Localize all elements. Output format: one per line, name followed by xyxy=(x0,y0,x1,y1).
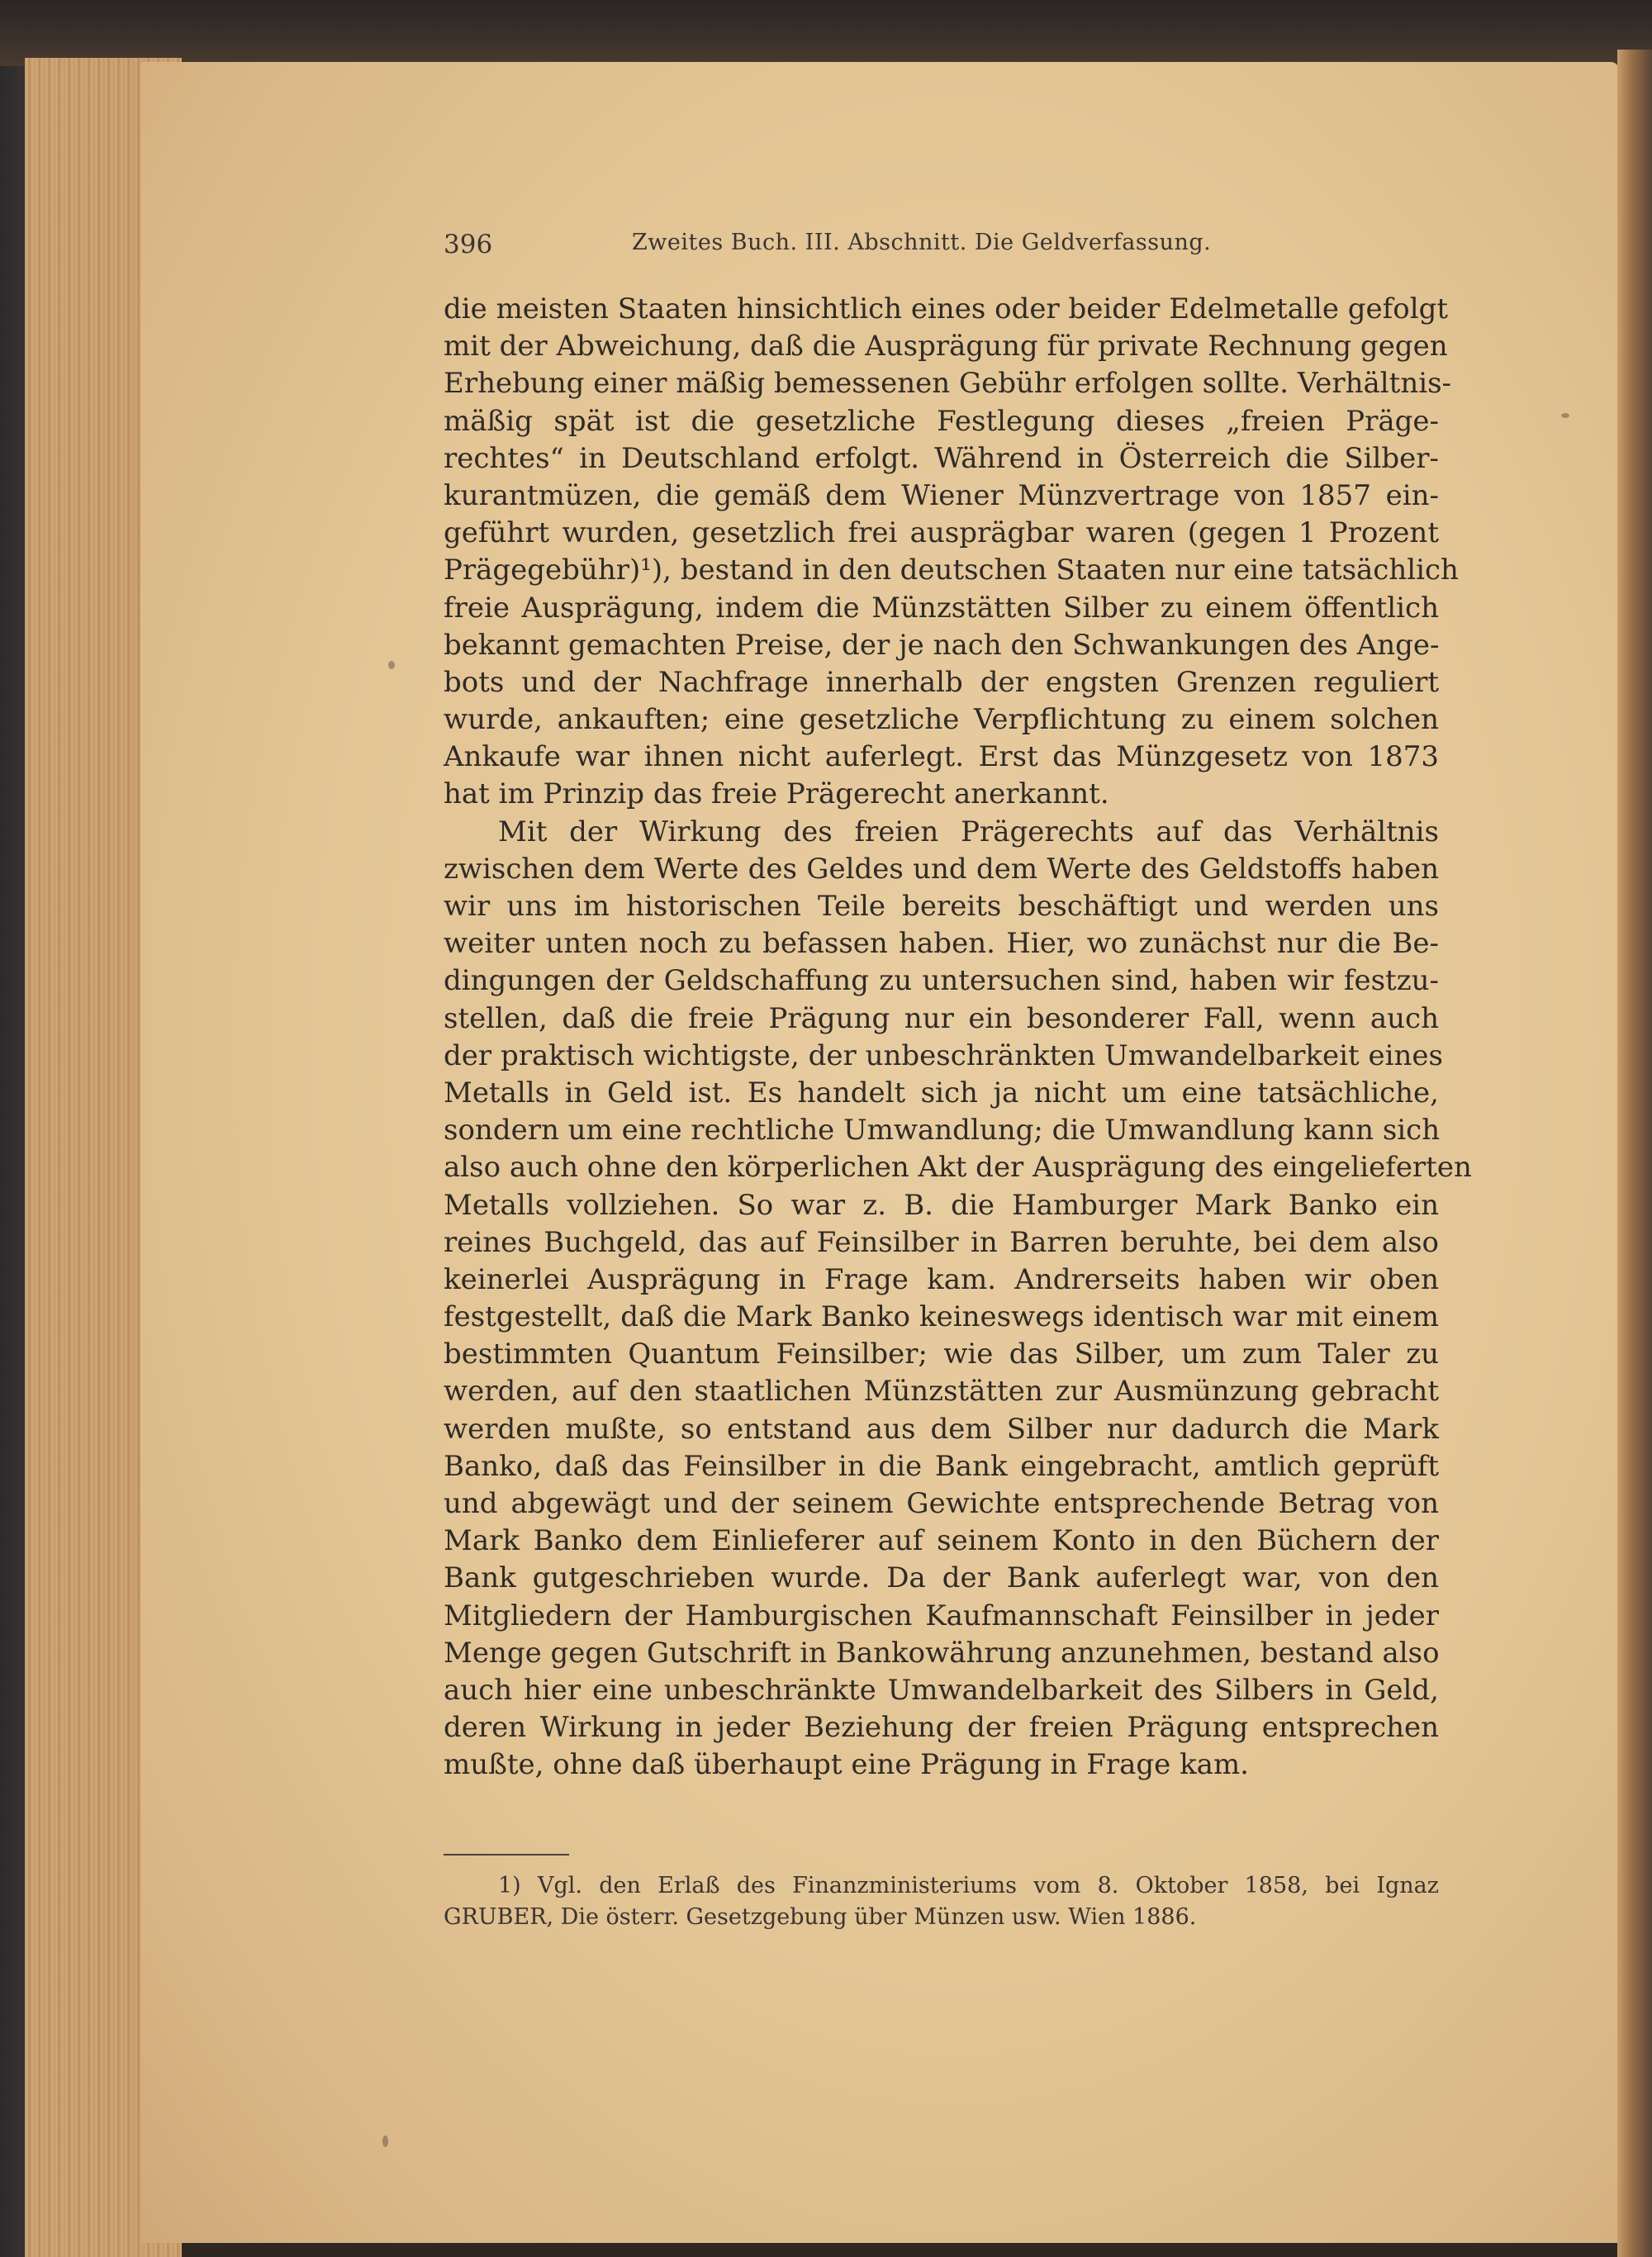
text-line: werden mußte, so entstand aus dem Silber nur dadurch die Mark xyxy=(444,1412,1439,1446)
text-line: freie Ausprägung, indem die Münzstätten Silber zu einem öffentlich xyxy=(444,591,1439,625)
text-line: kurantmüzen, die gemäß dem Wiener Münzvertrage von 1857 ein- xyxy=(444,478,1439,512)
page-header xyxy=(444,230,1439,271)
text-line: bekannt gemachten Preise, der je nach den Schwankungen des Ange- xyxy=(444,628,1440,662)
text-line: Menge gegen Gutschrift in Bankowährung anzunehmen, bestand also xyxy=(444,1636,1440,1670)
text-line: Metalls in Geld ist. Es handelt sich ja nicht um eine tatsächliche, xyxy=(444,1076,1439,1109)
text-line: deren Wirkung in jeder Beziehung der freien Prägung entsprechen xyxy=(444,1711,1439,1745)
text-line: keinerlei Ausprägung in Frage kam. Andrerseits haben wir oben xyxy=(444,1262,1439,1296)
footnote-rule xyxy=(444,1854,569,1855)
text-line: Banko, daß das Feinsilber in die Bank eingebracht, amtlich geprüft xyxy=(444,1449,1439,1483)
text-line: mit der Abweichung, daß die Ausprägung für private Rechnung gegen xyxy=(444,330,1448,363)
footnote-line: 1) Vgl. den Erlaß des Finanzministeriums vom 8. Oktober 1858, bei Ignaz xyxy=(498,1873,1439,1898)
text-line: Prägegebühr)¹), bestand in den deutschen Staaten nur eine tatsächlich xyxy=(444,554,1459,587)
text-line: mäßig spät ist die gesetzliche Festlegung dieses „freien Präge- xyxy=(444,404,1439,438)
text-line: geführt wurden, gesetzlich frei ausprägbar waren (gegen 1 Prozent xyxy=(444,516,1439,550)
footnote-line: GRUBER, Die österr. Gesetzgebung über Münzen usw. Wien 1886. xyxy=(444,1904,1197,1930)
text-line: die meisten Staaten hinsichtlich eines oder beider Edelmetalle gefolgt xyxy=(444,292,1448,325)
text-line: auch hier eine unbeschränkte Umwandelbarkeit des Silbers in Geld, xyxy=(444,1673,1439,1707)
text-line: reines Buchgeld, das auf Feinsilber in Barren beruhte, bei dem also xyxy=(444,1225,1439,1259)
text-line: Erhebung einer mäßig bemessenen Gebühr erfolgen sollte. Verhältnis- xyxy=(444,367,1452,401)
text-line: Metalls vollziehen. So war z. B. die Hamburger Mark Banko ein xyxy=(444,1188,1439,1222)
text-line: wurde, ankauften; eine gesetzliche Verpflichtung zu einem solchen xyxy=(444,703,1439,737)
text-line: bestimmten Quantum Feinsilber; wie das Silber, um zum Taler zu xyxy=(444,1338,1439,1371)
text-line: Mark Banko dem Einlieferer auf seinem Konto in den Büchern der xyxy=(444,1524,1439,1558)
text-line: also auch ohne den körperlichen Akt der Ausprägung des eingelieferten xyxy=(444,1151,1472,1185)
text-line: festgestellt, daß die Mark Banko keineswegs identisch war mit einem xyxy=(444,1300,1439,1334)
text-line: der praktisch wichtigste, der unbeschränkten Umwandelbarkeit eines xyxy=(444,1038,1443,1072)
paper-speck xyxy=(382,2136,388,2147)
paper-speck xyxy=(388,661,395,669)
text-line: zwischen dem Werte des Geldes und dem Werte des Geldstoffs haben xyxy=(444,852,1439,886)
running-head: Zweites Buch. III. Abschnitt. Die Geldverfassung. xyxy=(632,230,1212,255)
text-line: und abgewägt und der seinem Gewichte entsprechende Betrag von xyxy=(444,1487,1439,1520)
page-content xyxy=(444,0,1472,2257)
footnotes xyxy=(444,1870,1439,1933)
text-line: sondern um eine rechtliche Umwandlung; die Umwandlung kann sich xyxy=(444,1114,1441,1148)
text-line: Bank gutgeschrieben wurde. Da der Bank auferlegt war, von den xyxy=(444,1561,1439,1595)
text-line: dingungen der Geldschaffung zu untersuchen sind, haben wir festzu- xyxy=(444,964,1439,998)
text-line: stellen, daß die freie Prägung nur ein besonderer Fall, wenn auch xyxy=(444,1001,1439,1035)
text-line: rechtes“ in Deutschland erfolgt. Während in Österreich die Silber- xyxy=(444,441,1439,475)
text-line: bots und der Nachfrage innerhalb der engsten Grenzen reguliert xyxy=(444,665,1439,699)
text-line: wir uns im historischen Teile bereits beschäftigt und werden uns xyxy=(444,890,1439,923)
paper-speck xyxy=(1561,413,1569,418)
text-line: werden, auf den staatlichen Münzstätten zur Ausmünzung gebracht xyxy=(444,1375,1439,1409)
page-number: 396 xyxy=(444,230,493,259)
text-line: Mit der Wirkung des freien Prägerechts auf das Verhältnis xyxy=(498,815,1439,848)
text-line: Ankaufe war ihnen nicht auferlegt. Erst das Münzgesetz von 1873 xyxy=(444,740,1439,774)
page-edge-right xyxy=(1617,50,1652,2257)
text-line: mußte, ohne daß überhaupt eine Prägung in Frage kam. xyxy=(444,1748,1249,1782)
text-line: Mitgliedern der Hamburgischen Kaufmannschaft Feinsilber in jeder xyxy=(444,1599,1439,1632)
text-line: hat im Prinzip das freie Prägerecht anerkannt. xyxy=(444,777,1109,811)
body-text xyxy=(444,291,1472,1784)
text-line: weiter unten noch zu befassen haben. Hier, wo zunächst nur die Be- xyxy=(444,927,1439,961)
